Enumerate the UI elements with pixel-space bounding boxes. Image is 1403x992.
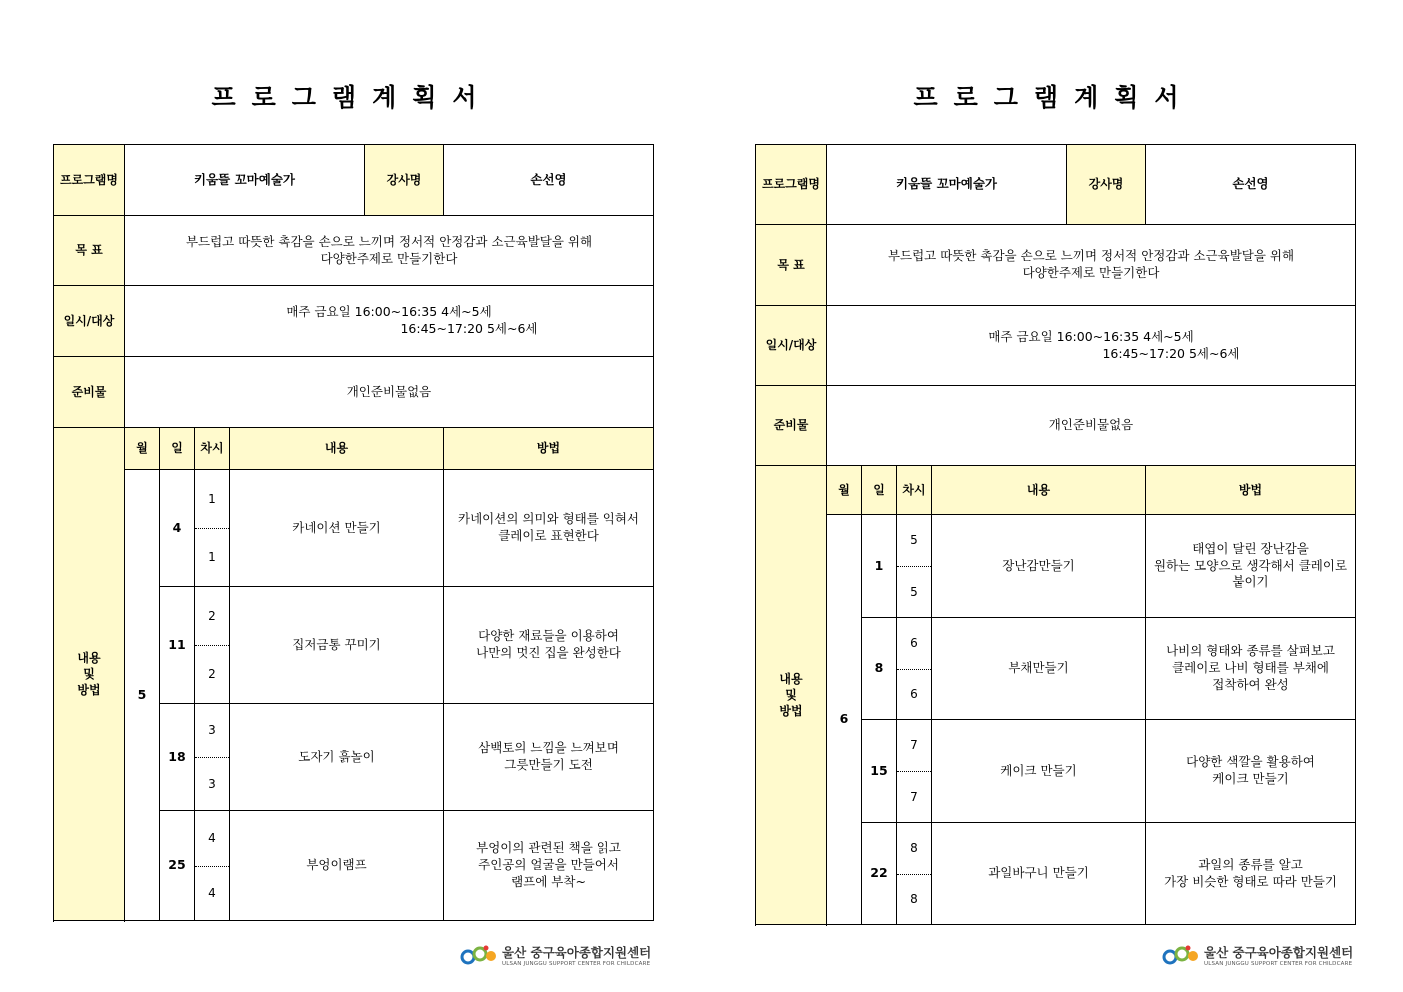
header-day: 일 [160,428,195,470]
header-content: 내용 [932,466,1146,515]
center-logo-icon [460,943,498,967]
day-cell: 15 [862,720,897,823]
session-cell: 4 4 [195,811,230,921]
content-method-label: 내용 및 방법 [756,466,827,925]
materials-text: 개인준비물없음 [125,357,654,428]
center-logo [460,943,651,967]
method-cell: 태엽이 달린 장난감을 원하는 모양으로 생각해서 클레이로 붙이기 [1146,515,1356,618]
page-title: 프로그램계획서 [211,83,493,112]
method-cell: 과일의 종류를 알고 가장 비슷한 형태로 따라 만들기 [1146,823,1356,925]
goal-text: 부드럽고 따뜻한 촉감을 손으로 느끼며 정서적 안정감과 소근육발달을 위해 다양한주제로 만들기한다 [827,225,1356,306]
month-cell: 5 [125,470,160,921]
content-cell: 부채만들기 [932,618,1146,720]
session-cell: 3 3 [195,704,230,811]
teacher-label: 강사명 [1067,145,1146,225]
center-logo-text: 울산 중구육아종합지원센터 [502,945,652,960]
day-cell: 1 [862,515,897,618]
header-day: 일 [862,466,897,515]
content-cell: 장난감만들기 [932,515,1146,618]
goal-label: 목 표 [54,216,125,286]
program-name-value: 키움뜰 꼬마예술가 [125,145,365,216]
header-session: 차시 [897,466,932,515]
day-cell: 25 [160,811,195,921]
program-plan-table [755,144,1356,925]
teacher-name: 손선영 [1146,145,1356,225]
materials-text: 개인준비물없음 [827,386,1356,466]
session-cell: 2 2 [195,587,230,704]
method-cell: 부엉이의 관련된 책을 읽고 주인공의 얼굴을 만들어서 램프에 부착~ [444,811,654,921]
content-cell: 도자기 흙놀이 [230,704,444,811]
content-cell: 과일바구니 만들기 [932,823,1146,925]
day-cell: 4 [160,470,195,587]
datetime-text: 매주 금요일 16:00~16:35 4세~5세 16:45~17:20 5세~6세 [125,286,654,357]
teacher-label: 강사명 [365,145,444,216]
method-cell: 삼백토의 느낌을 느껴보며 그릇만들기 도전 [444,704,654,811]
session-cell: 7 7 [897,720,932,823]
goal-label: 목 표 [756,225,827,306]
center-logo-subtext: ULSAN JUNGGU SUPPORT CENTER FOR CHILDCARE [1204,961,1353,967]
center-logo [1162,943,1353,967]
content-cell: 카네이션 만들기 [230,470,444,587]
session-cell: 5 5 [897,515,932,618]
datetime-label: 일시/대상 [54,286,125,357]
header-method: 방법 [444,428,654,470]
method-cell: 카네이션의 의미와 형태를 익혀서 클레이로 표현한다 [444,470,654,587]
header-content: 내용 [230,428,444,470]
page-title: 프로그램계획서 [913,83,1195,112]
header-session: 차시 [195,428,230,470]
method-cell: 다양한 재료들을 이용하여 나만의 멋진 집을 완성한다 [444,587,654,704]
header-month: 월 [827,466,862,515]
header-month: 월 [125,428,160,470]
center-logo-icon [1162,943,1200,967]
datetime-text: 매주 금요일 16:00~16:35 4세~5세 16:45~17:20 5세~6세 [827,306,1356,386]
center-logo-subtext: ULSAN JUNGGU SUPPORT CENTER FOR CHILDCARE [502,961,651,967]
day-cell: 18 [160,704,195,811]
goal-text: 부드럽고 따뜻한 촉감을 손으로 느끼며 정서적 안정감과 소근육발달을 위해 다양한주제로 만들기한다 [125,216,654,286]
program-name-label: 프로그램명 [756,145,827,225]
session-cell: 1 1 [195,470,230,587]
program-plan-table [53,144,654,921]
day-cell: 8 [862,618,897,720]
content-cell: 부엉이램프 [230,811,444,921]
method-cell: 다양한 색깔을 활용하여 케이크 만들기 [1146,720,1356,823]
content-cell: 집저금통 꾸미기 [230,587,444,704]
day-cell: 11 [160,587,195,704]
day-cell: 22 [862,823,897,925]
content-method-label: 내용 및 방법 [54,428,125,921]
content-cell: 케이크 만들기 [932,720,1146,823]
session-cell: 6 6 [897,618,932,720]
datetime-label: 일시/대상 [756,306,827,386]
teacher-name: 손선영 [444,145,654,216]
session-cell: 8 8 [897,823,932,925]
month-cell: 6 [827,515,862,925]
program-name-label: 프로그램명 [54,145,125,216]
materials-label: 준비물 [756,386,827,466]
header-method: 방법 [1146,466,1356,515]
program-name-value: 키움뜰 꼬마예술가 [827,145,1067,225]
center-logo-text: 울산 중구육아종합지원센터 [1204,945,1354,960]
method-cell: 나비의 형태와 종류를 살펴보고 클레이로 나비 형태를 부채에 접착하여 완성 [1146,618,1356,720]
materials-label: 준비물 [54,357,125,428]
